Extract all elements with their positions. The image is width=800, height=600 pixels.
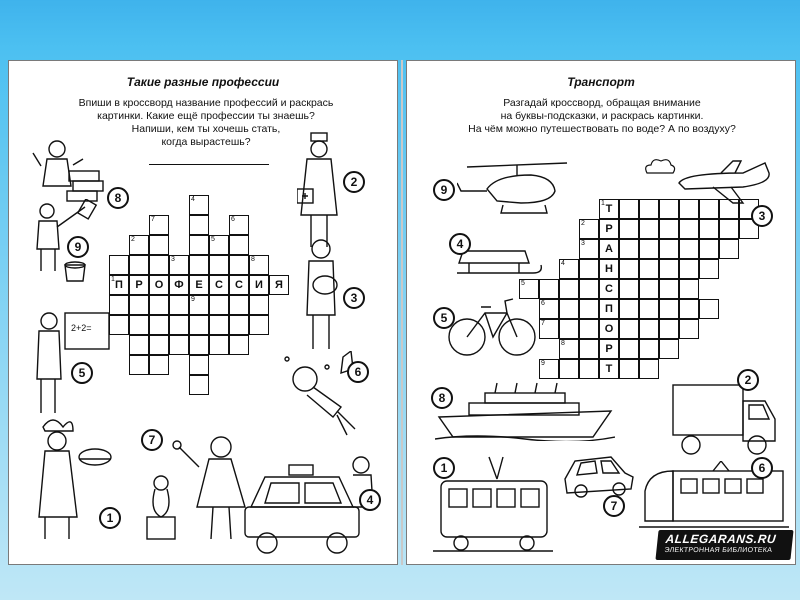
crossword-cell[interactable] — [639, 219, 659, 239]
crossword-cell[interactable] — [639, 279, 659, 299]
crossword-cell[interactable] — [129, 255, 149, 275]
answer-cell[interactable]: Р — [129, 275, 149, 295]
badge-painter: 9 — [67, 236, 89, 258]
left-page-title: Такие разные профессии — [126, 75, 280, 89]
crossword-cell[interactable] — [639, 199, 659, 219]
svg-text:2+2=: 2+2= — [71, 323, 92, 333]
answer-cell[interactable]: С — [599, 279, 619, 299]
airplane-picture — [673, 159, 773, 209]
clue-number: 7 — [541, 320, 545, 327]
crossword-cell[interactable] — [619, 259, 639, 279]
watermark-subtitle: ЭЛЕКТРОННАЯ БИБЛИОТЕКА — [664, 547, 773, 554]
crossword-cell[interactable] — [659, 279, 679, 299]
clue-number: 5 — [521, 280, 525, 287]
crossword-cell[interactable] — [659, 239, 679, 259]
badge-bicycle: 5 — [433, 307, 455, 329]
answer-cell[interactable]: Ф — [169, 275, 189, 295]
crossword-cell[interactable] — [149, 315, 169, 335]
right-instruction-line-1: Разгадай кроссворд, обращая внимание — [503, 97, 701, 109]
crossword-cell[interactable] — [719, 239, 739, 259]
answer-write-line[interactable] — [149, 164, 269, 165]
crossword-cell[interactable] — [169, 295, 189, 315]
crossword-cell[interactable] — [189, 355, 209, 375]
badge-tram: 1 — [433, 457, 455, 479]
crossword-cell[interactable] — [579, 359, 599, 379]
crossword-cell[interactable] — [229, 335, 249, 355]
right-instruction-line-2: на буквы-подсказки, и раскрась картинки. — [500, 110, 704, 122]
crossword-cell[interactable] — [679, 299, 699, 319]
left-instruction-line-2: картинки. Какие ещё профессии ты знаешь? — [97, 110, 315, 122]
answer-cell[interactable]: О — [149, 275, 169, 295]
crossword-cell[interactable] — [619, 199, 639, 219]
crossword-cell[interactable] — [639, 339, 659, 359]
crossword-cell[interactable] — [659, 319, 679, 339]
crossword-cell[interactable] — [129, 355, 149, 375]
clue-number: 7 — [151, 216, 155, 223]
watermark — [655, 530, 793, 560]
left-page — [8, 60, 398, 565]
crossword-cell[interactable] — [619, 239, 639, 259]
crossword-cell[interactable] — [619, 219, 639, 239]
right-page — [406, 60, 796, 565]
clue-number: 2 — [131, 236, 135, 243]
crossword-cell[interactable] — [619, 339, 639, 359]
crossword-cell[interactable] — [619, 299, 639, 319]
crossword-cell[interactable] — [639, 259, 659, 279]
crossword-cell[interactable] — [189, 335, 209, 355]
crossword-cell[interactable] — [699, 259, 719, 279]
crossword-cell[interactable] — [639, 239, 659, 259]
crossword-cell[interactable] — [699, 219, 719, 239]
crossword-cell[interactable] — [149, 235, 169, 255]
ship-picture — [435, 381, 615, 441]
paint-bucket-picture — [61, 261, 91, 283]
clue-number: 1 — [601, 200, 605, 207]
helicopter-picture — [457, 161, 577, 216]
crossword-cell[interactable] — [189, 375, 209, 395]
crossword-cell[interactable] — [189, 255, 209, 275]
book-spine — [401, 60, 403, 565]
crossword-cell[interactable] — [699, 299, 719, 319]
crossword-cell[interactable] — [129, 295, 149, 315]
badge-train: 6 — [751, 457, 773, 479]
crossword-cell[interactable] — [559, 319, 579, 339]
crossword-cell[interactable] — [229, 235, 249, 255]
answer-cell[interactable]: Е — [189, 275, 209, 295]
crossword-cell[interactable] — [149, 255, 169, 275]
clue-number: 8 — [561, 340, 565, 347]
crossword-cell[interactable] — [679, 279, 699, 299]
crossword-cell[interactable] — [639, 319, 659, 339]
car-picture — [559, 449, 639, 499]
answer-cell[interactable]: П — [109, 275, 129, 295]
crossword-cell[interactable] — [559, 359, 579, 379]
crossword-cell[interactable] — [559, 299, 579, 319]
crossword-cell[interactable] — [579, 339, 599, 359]
crossword-cell[interactable] — [149, 295, 169, 315]
badge-teacher: 5 — [71, 362, 93, 384]
answer-cell[interactable]: П — [599, 299, 619, 319]
crossword-cell[interactable] — [619, 319, 639, 339]
badge-cosmonaut: 6 — [347, 361, 369, 383]
badge-car: 7 — [603, 495, 625, 517]
badge-bricklayer: 8 — [107, 187, 129, 209]
badge-sled: 4 — [449, 233, 471, 255]
crossword-cell[interactable] — [249, 315, 269, 335]
clue-number: 8 — [251, 256, 255, 263]
badge-doctor: 2 — [343, 171, 365, 193]
badge-airplane: 3 — [751, 205, 773, 227]
crossword-cell[interactable] — [129, 315, 149, 335]
crossword-cell[interactable] — [209, 335, 229, 355]
badge-helicopter: 9 — [433, 179, 455, 201]
crossword-cell[interactable] — [169, 335, 189, 355]
crossword-cell[interactable] — [659, 299, 679, 319]
crossword-cell[interactable] — [559, 279, 579, 299]
answer-cell[interactable]: И — [249, 275, 269, 295]
crossword-cell[interactable] — [679, 219, 699, 239]
answer-cell[interactable]: С — [229, 275, 249, 295]
answer-cell[interactable]: Т — [599, 199, 619, 219]
crossword-cell[interactable] — [639, 299, 659, 319]
badge-taxi-driver: 4 — [359, 489, 381, 511]
crossword-cell[interactable] — [679, 239, 699, 259]
badge-ship: 8 — [431, 387, 453, 409]
answer-cell[interactable]: Т — [599, 359, 619, 379]
clue-number: 4 — [191, 196, 195, 203]
crossword-cell[interactable] — [209, 315, 229, 335]
bicycle-picture — [447, 291, 537, 361]
right-instruction-line-3: На чём можно путешествовать по воде? А по воздуху? — [468, 123, 736, 135]
badge-trainer: 7 — [141, 429, 163, 451]
crossword-cell[interactable] — [619, 359, 639, 379]
crossword-cell[interactable] — [189, 235, 209, 255]
badge-truck: 2 — [737, 369, 759, 391]
left-instruction-line-3: Напиши, кем ты хочешь стать, — [131, 123, 281, 135]
badge-cook: 1 — [99, 507, 121, 529]
crossword-cell[interactable] — [149, 355, 169, 375]
answer-cell[interactable]: С — [209, 275, 229, 295]
crossword-cell[interactable] — [149, 335, 169, 355]
answer-cell[interactable]: Я — [269, 275, 289, 295]
clue-number: 5 — [211, 236, 215, 243]
clue-number: 3 — [581, 240, 585, 247]
answer-cell[interactable]: О — [599, 319, 619, 339]
crossword-cell[interactable] — [209, 255, 229, 275]
crossword-cell[interactable] — [229, 255, 249, 275]
crossword-cell[interactable] — [169, 315, 189, 335]
clue-number: 3 — [171, 256, 175, 263]
crossword-cell[interactable] — [229, 295, 249, 315]
answer-cell[interactable]: Н — [599, 259, 619, 279]
clue-number: 4 — [561, 260, 565, 267]
watermark-site: ALLEGARANS.RU — [664, 532, 777, 546]
crossword-cell[interactable] — [229, 315, 249, 335]
clue-number: 6 — [231, 216, 235, 223]
right-page-title: Транспорт — [567, 75, 635, 89]
crossword-cell[interactable] — [619, 279, 639, 299]
crossword-cell[interactable] — [659, 339, 679, 359]
left-instruction-line-1: Впиши в кроссворд название профессий и раскрась — [78, 97, 334, 109]
answer-cell[interactable]: Р — [599, 219, 619, 239]
crossword-cell[interactable] — [579, 319, 599, 339]
crossword-cell[interactable] — [639, 359, 659, 379]
answer-cell[interactable]: А — [599, 239, 619, 259]
crossword-cell[interactable] — [659, 219, 679, 239]
crossword-cell[interactable] — [209, 295, 229, 315]
clue-number: 1 — [111, 276, 115, 283]
clue-number: 2 — [581, 220, 585, 227]
clue-number: 6 — [541, 300, 545, 307]
crossword-cell[interactable] — [719, 219, 739, 239]
truck-picture — [669, 379, 779, 459]
left-instruction-line-4: когда вырастешь? — [161, 136, 251, 148]
clue-number: 9 — [191, 296, 195, 303]
badge-artist: 3 — [343, 287, 365, 309]
crossword-cell[interactable] — [109, 255, 129, 275]
crossword-cell[interactable] — [679, 319, 699, 339]
crossword-cell[interactable] — [579, 299, 599, 319]
answer-cell[interactable]: Р — [599, 339, 619, 359]
clue-number: 9 — [541, 360, 545, 367]
crossword-cell[interactable] — [699, 239, 719, 259]
cloud-picture — [643, 157, 677, 177]
crossword-cell[interactable] — [579, 259, 599, 279]
crossword-cell[interactable] — [579, 279, 599, 299]
crossword-cell[interactable] — [189, 315, 209, 335]
crossword-cell[interactable] — [189, 215, 209, 235]
crossword-cell[interactable] — [679, 259, 699, 279]
crossword-cell[interactable] — [249, 295, 269, 315]
crossword-cell[interactable] — [129, 335, 149, 355]
crossword-cell[interactable] — [659, 259, 679, 279]
